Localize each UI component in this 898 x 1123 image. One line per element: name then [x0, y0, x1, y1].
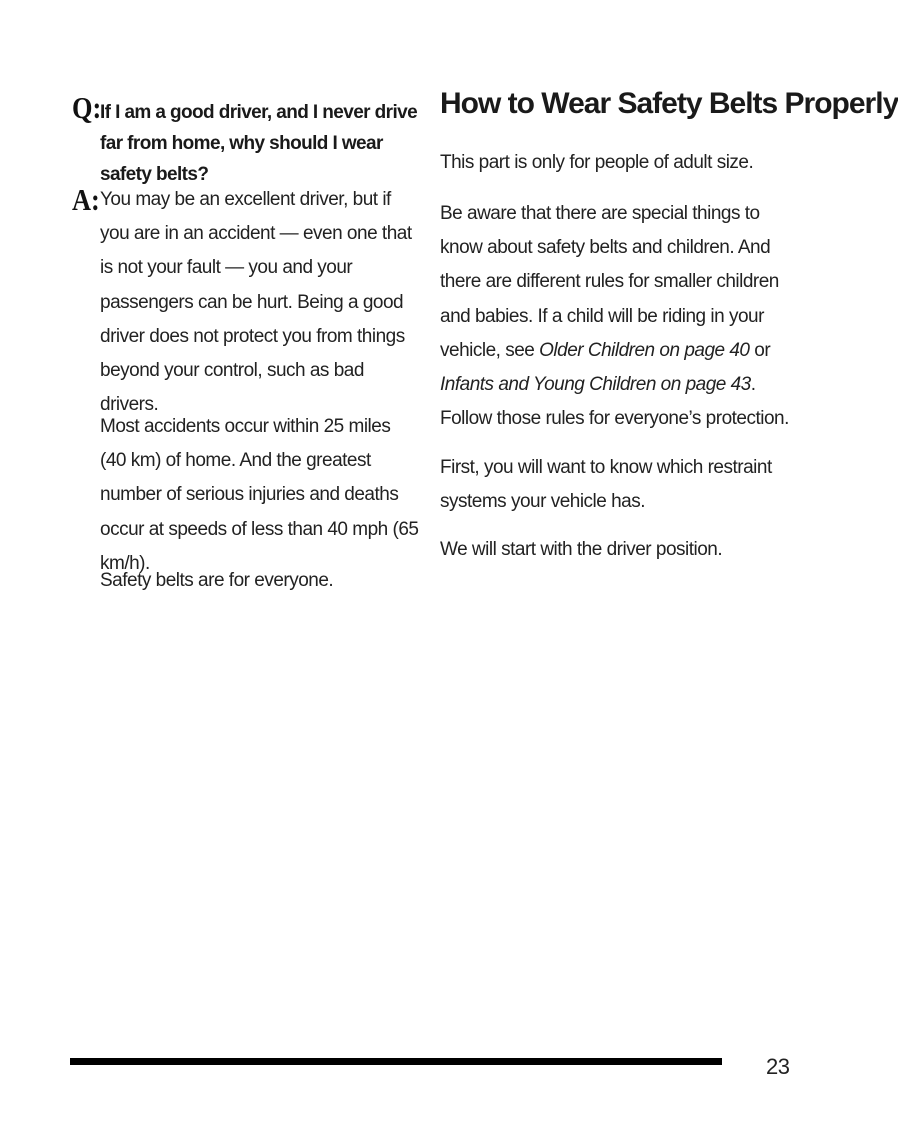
footer-rule	[70, 1058, 722, 1065]
answer-marker: A:	[72, 182, 100, 217]
children-rules-text: Be aware that there are special things to know about safety belts and children. And there are different rules for smaller children and babies. If a child will be riding in your vehicle, see	[440, 203, 779, 361]
older-children-link[interactable]: Older Children on page 40	[539, 339, 750, 361]
follow-rules-text: . Follow those rules for everyone’s protection.	[440, 374, 789, 430]
or-text: or	[749, 339, 771, 361]
answer-paragraph-1: You may be an excellent driver, but if you are in an accident — even one that is not your fault — you and your passengers can be hurt. Being a good driver does not protect you from things beyond your control, such as bad drivers.	[100, 189, 412, 416]
question-marker: Q:	[72, 90, 102, 125]
section-heading: How to Wear Safety Belts Properly	[440, 87, 898, 120]
answer-paragraph-3: Safety belts are for everyone.	[100, 570, 334, 591]
infants-young-children-link[interactable]: Infants and Young Children on page 43	[440, 374, 751, 396]
page-number: 23	[766, 1054, 790, 1079]
restraint-systems-paragraph: First, you will want to know which restraint systems your vehicle has.	[440, 457, 772, 513]
answer-paragraph-2: Most accidents occur within 25 miles (40 km) of home. And the greatest number of serious injuries and deaths occur at speeds of less than 40 mph (65 km/h).	[100, 416, 419, 574]
children-rules-paragraph	[440, 197, 790, 436]
intro-paragraph: This part is only for people of adult size.	[440, 152, 754, 173]
driver-position-paragraph: We will start with the driver position.	[440, 539, 723, 560]
question-text: If I am a good driver, and I never drive far from home, why should I wear safety belts?	[100, 102, 418, 185]
